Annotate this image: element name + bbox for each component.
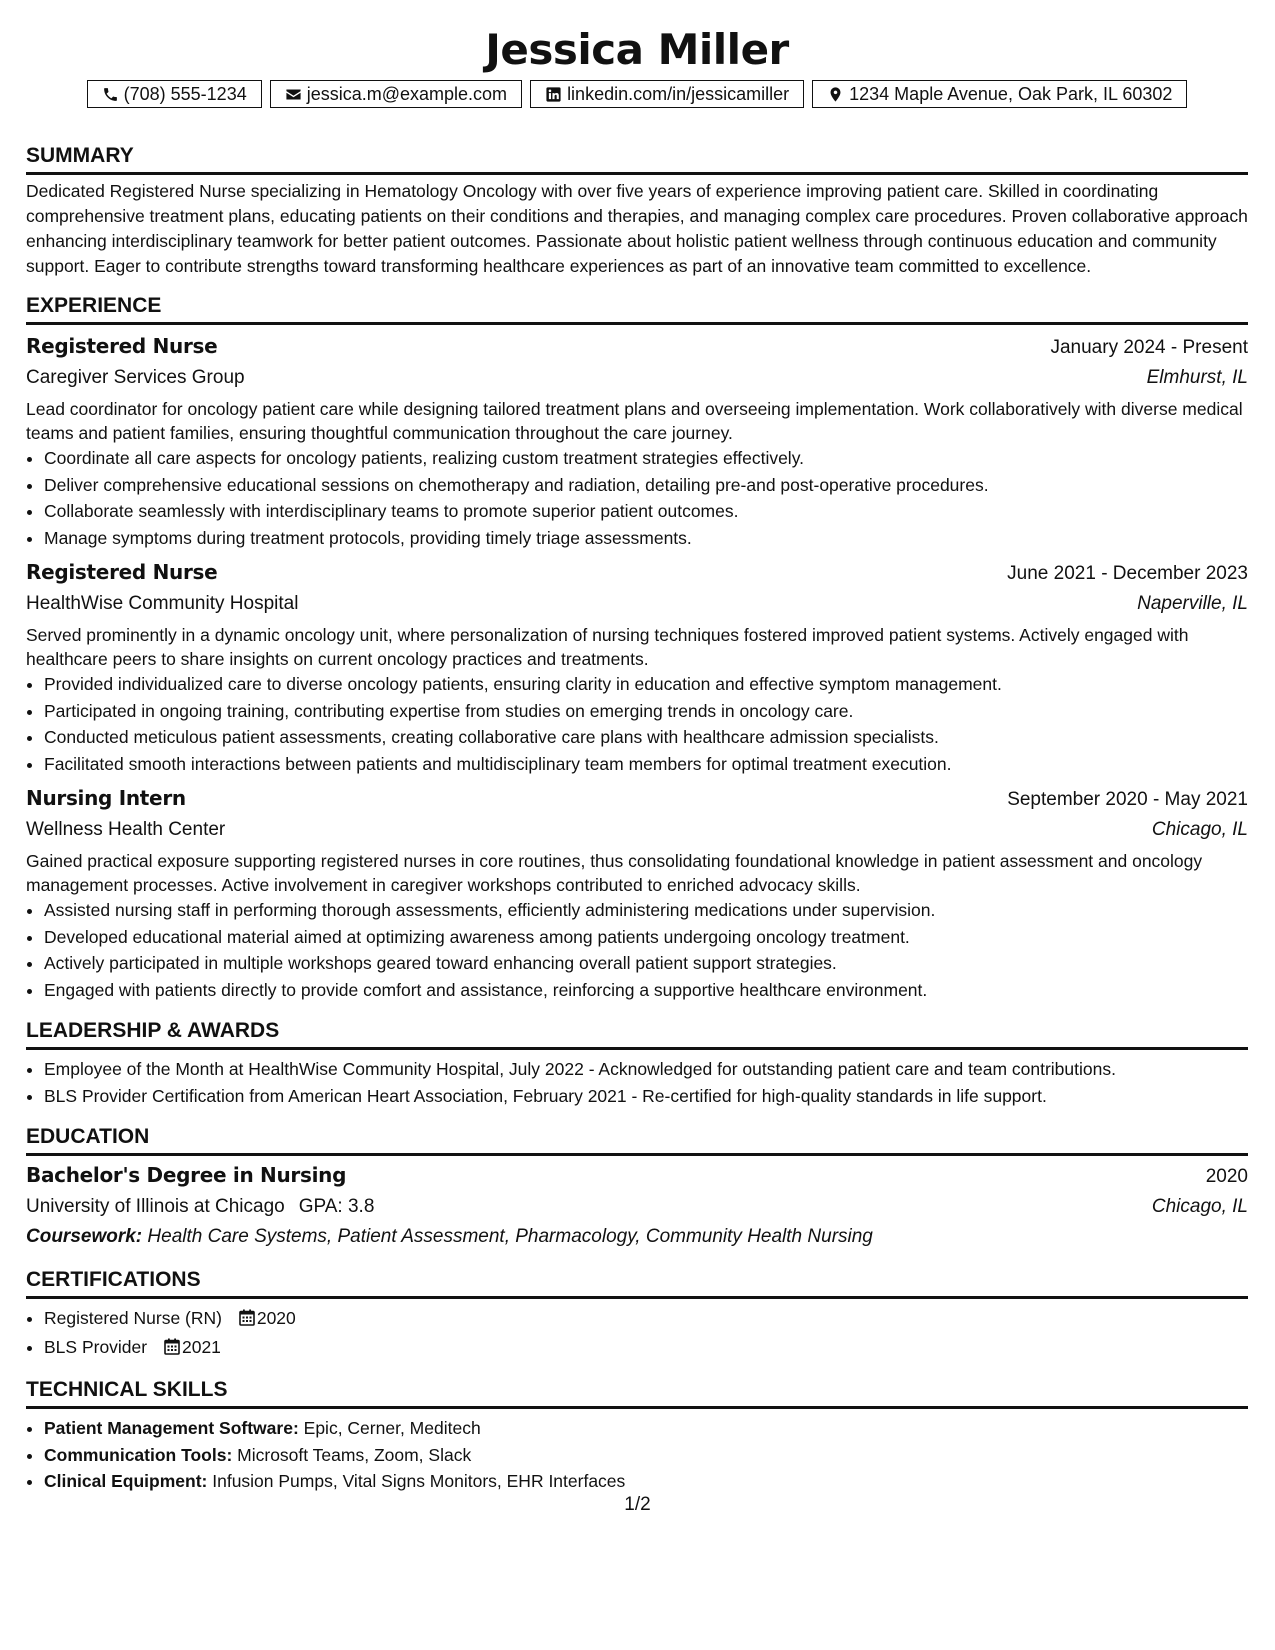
contact-linkedin-text: linkedin.com/in/jessicamiller (567, 84, 790, 104)
job-company: Wellness Health Center (26, 819, 226, 840)
summary-text: Dedicated Registered Nurse specializing in Hematology Oncology with over five years of experience improving patient care. Skilled in coordinating comprehensive treatment plans, educating patients on their conditions and therapies, and managing complex care procedures. Proven collaborative approach enhancing interdisciplinary teamwork for better patient outcomes. Passionate about holistic patient wellness through continuous education and community support. Eager to contribute strengths toward transforming healthcare experiences as part of an innovative team committed to excellence. (26, 181, 1248, 276)
list-item: • BLS Provider Certification from American Heart Association, February 2021 - Re-certified for high-quality standards in life support. (44, 1083, 1248, 1110)
degree-title: Bachelor's Degree in Nursing (26, 1163, 347, 1187)
skill-value: Infusion Pumps, Vital Signs Monitors, EHR Interfaces (212, 1471, 626, 1491)
job-entry (26, 331, 1248, 551)
job-bullets (26, 671, 1248, 777)
job-location: Chicago, IL (1151, 819, 1248, 840)
skill-label: Communication Tools: (44, 1444, 233, 1465)
section-title-summary: SUMMARY (26, 142, 1248, 175)
job-description: Lead coordinator for oncology patient care while designing tailored treatment plans and overseeing implementation. Work collaboratively with diverse medical teams and patient families, ensuring thoughtful communication throughout the care journey. (26, 399, 1243, 443)
coursework (26, 1222, 1248, 1252)
skill-value: Microsoft Teams, Zoom, Slack (237, 1444, 472, 1465)
list-item: • Conducted meticulous patient assessments, creating collaborative care plans with healthcare admission specialists. (44, 724, 1248, 751)
contact-email[interactable] (270, 80, 522, 108)
certifications-list (26, 1305, 1248, 1362)
list-item (44, 1442, 1248, 1469)
section-title-certifications: CERTIFICATIONS (26, 1266, 1248, 1299)
skill-label: Clinical Equipment: (44, 1471, 208, 1491)
section-title-experience: EXPERIENCE (26, 292, 1248, 325)
job-description: Served prominently in a dynamic oncology unit, where personalization of nursing techniques fostered improved patient systems. Actively engaged with healthcare peers to share insights on current oncology practices and treatments. (26, 625, 1189, 669)
job-entry (26, 783, 1248, 1003)
list-item: • Assisted nursing staff in performing thorough assessments, efficiently administering medications under supervision. (44, 897, 1248, 924)
job-role: Registered Nurse (26, 334, 218, 358)
job-location: Elmhurst, IL (1146, 367, 1248, 388)
list-item: • Deliver comprehensive educational sessions on chemotherapy and radiation, detailing pre-and post-operative procedures. (44, 472, 1248, 499)
certification-name: BLS Provider (44, 1336, 148, 1357)
list-item (44, 1305, 1248, 1334)
resume-page (26, 0, 1248, 1495)
skills-section (26, 1376, 1248, 1495)
linkedin-icon (545, 86, 562, 103)
list-item (44, 1334, 1248, 1363)
list-item: • Collaborate seamlessly with interdisciplinary teams to promote superior patient outcomes. (44, 498, 1248, 525)
certification-year: 2020 (256, 1308, 296, 1328)
contact-address (812, 80, 1187, 108)
list-item: • Manage symptoms during treatment protocols, providing timely triage assessments. (44, 525, 1248, 552)
certifications-section (26, 1266, 1248, 1362)
contact-phone-text: (708) 555-1234 (123, 84, 247, 104)
list-item: • Coordinate all care aspects for oncology patients, realizing custom treatment strategies effectively. (44, 445, 1248, 472)
list-item (44, 1468, 1248, 1495)
summary-section (26, 142, 1248, 279)
list-item (44, 1415, 1248, 1442)
phone-icon (102, 86, 119, 103)
page-number: 1/2 (624, 1494, 651, 1515)
coursework-label: Coursework: (26, 1226, 143, 1247)
skill-value: Epic, Cerner, Meditech (303, 1418, 481, 1438)
list-item: • Participated in ongoing training, contributing expertise from studies on emerging trends in oncology care. (44, 698, 1248, 725)
school-location: Chicago, IL (1151, 1196, 1248, 1217)
job-bullets (26, 897, 1248, 1003)
map-pin-icon (827, 86, 844, 103)
skills-list (26, 1415, 1248, 1495)
section-title-leadership: LEADERSHIP & AWARDS (26, 1017, 1248, 1050)
section-title-education: EDUCATION (26, 1123, 1248, 1156)
contact-email-text: jessica.m@example.com (306, 84, 508, 104)
job-dates: January 2024 - Present (1050, 337, 1248, 358)
contact-address-text: 1234 Maple Avenue, Oak Park, IL 60302 (849, 84, 1173, 104)
coursework-list: Health Care Systems, Patient Assessment, Pharmacology, Community Health Nursing (147, 1226, 873, 1247)
candidate-name: Jessica Miller (485, 25, 789, 74)
job-bullets (26, 445, 1248, 551)
job-dates: September 2020 - May 2021 (1007, 789, 1248, 810)
job-description: Gained practical exposure supporting registered nurses in core routines, thus consolidating foundational knowledge in patient assessment and oncology management processes. Active involvement in caregiver workshops contributed to enriched advocacy skills. (26, 851, 1203, 895)
certification-name: Registered Nurse (RN) (44, 1308, 222, 1328)
job-role: Registered Nurse (26, 560, 218, 584)
job-entry (26, 557, 1248, 777)
contact-bar (26, 80, 1248, 108)
school-name: University of Illinois at Chicago (26, 1196, 285, 1217)
job-company: HealthWise Community Hospital (26, 593, 299, 614)
list-item: • Provided individualized care to diverse oncology patients, ensuring clarity in education and effective symptom management. (44, 671, 1248, 698)
job-dates: June 2021 - December 2023 (1007, 563, 1248, 584)
contact-linkedin[interactable] (530, 80, 804, 108)
job-company: Caregiver Services Group (26, 367, 245, 388)
job-role: Nursing Intern (26, 786, 186, 810)
list-item: • Actively participated in multiple workshops geared toward enhancing overall patient support strategies. (44, 950, 1248, 977)
envelope-icon (285, 86, 302, 103)
section-title-skills: TECHNICAL SKILLS (26, 1376, 1248, 1409)
skill-label: Patient Management Software: (44, 1418, 299, 1438)
list-item: • Developed educational material aimed at optimizing awareness among patients undergoing oncology treatment. (44, 924, 1248, 951)
degree-year: 2020 (1205, 1166, 1248, 1187)
list-item: • Facilitated smooth interactions between patients and multidisciplinary team members for optimal treatment execution. (44, 751, 1248, 778)
certification-year: 2021 (181, 1336, 221, 1357)
list-item: • Employee of the Month at HealthWise Community Hospital, July 2022 - Acknowledged for outstanding patient care and team contributions. (44, 1056, 1248, 1083)
job-location: Naperville, IL (1137, 593, 1248, 614)
leadership-section (26, 1017, 1248, 1109)
contact-phone (87, 80, 262, 108)
experience-section (26, 292, 1248, 1003)
education-section (26, 1123, 1248, 1252)
leadership-list (26, 1056, 1248, 1109)
calendar-icon (164, 1336, 180, 1363)
calendar-icon (239, 1307, 255, 1334)
list-item: • Engaged with patients directly to provide comfort and assistance, reinforcing a supportive healthcare environment. (44, 977, 1248, 1004)
school-gpa: GPA: 3.8 (298, 1196, 375, 1217)
